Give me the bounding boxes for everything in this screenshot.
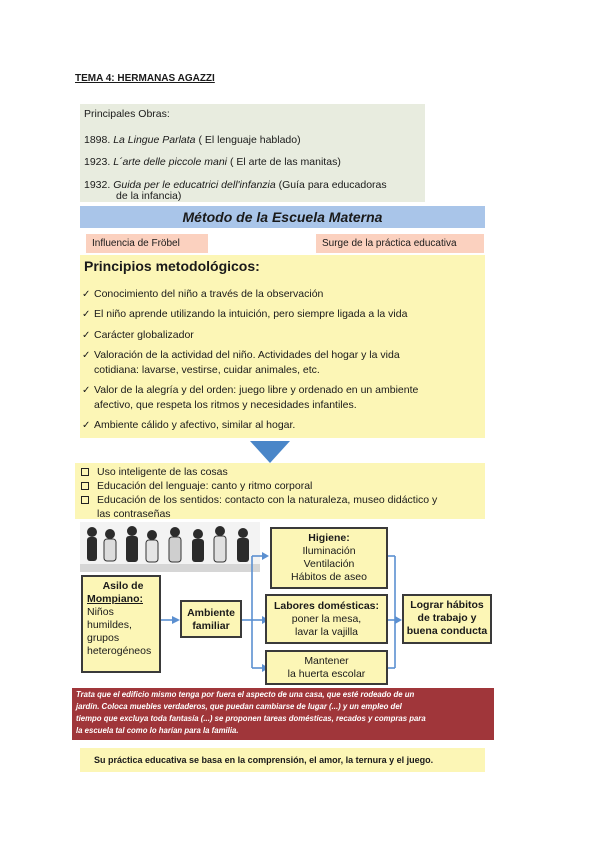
logro-habitos-box: Lograr hábitos de trabajo y buena conducta <box>402 594 492 644</box>
labores-domesticas-box: Labores domésticas: poner la mesa, lavar la vajilla <box>265 594 388 644</box>
check-icon: ✓ <box>82 385 91 396</box>
principio-item: ✓ El niño aprende utilizando la intuición, pero siempre ligada a la vida <box>82 308 408 320</box>
obra-item: 1923. L´arte delle piccole mani ( El arte de las manitas) <box>84 156 341 168</box>
obras-heading: Principales Obras: <box>84 108 170 120</box>
principio-item: ✓ Carácter globalizador <box>82 329 194 341</box>
metodo-title-bar: Método de la Escuela Materna <box>80 206 485 228</box>
ambiente-familiar-box: Ambiente familiar <box>180 600 242 638</box>
list-item: Educación del lenguaje: canto y ritmo corporal <box>79 479 481 493</box>
obra-item-continuation: de la infancia) <box>116 190 182 202</box>
check-icon: ✓ <box>82 309 91 320</box>
higiene-box: Higiene: Iluminación Ventilación Hábitos de aseo <box>270 527 388 589</box>
check-icon: ✓ <box>82 350 91 361</box>
footer-statement: Su práctica educativa se basa en la comprensión, el amor, la ternura y el juego. <box>80 748 485 772</box>
principios-heading: Principios metodológicos: <box>84 258 260 274</box>
cita-box: Trata que el edificio mismo tenga por fuera el aspecto de una casa, que esté rodeado de un jardín. Coloca muebles verdaderos, que puedan cambiarse de lugar (...) y un empleo del tiempo que excluya toda fantasía (...) se proponen tareas domésticas, recados y compras para la escuela tal como lo harían para la familia. <box>72 688 494 740</box>
principio-item: ✓ Valor de la alegría y del orden: juego libre y ordenado en un ambiente afectivo, que respeta los ritmos y necesidades infantiles. <box>82 384 419 411</box>
list-item: Educación de los sentidos: contacto con la naturaleza, museo didáctico y <box>79 493 481 507</box>
list-item-continuation: las contraseñas <box>97 508 171 520</box>
list-item: Uso inteligente de las cosas <box>79 465 481 479</box>
tag-practica: Surge de la práctica educativa <box>316 234 484 253</box>
page-title: TEMA 4: HERMANAS AGAZZI <box>75 73 215 84</box>
obra-item: 1898. La Lingue Parlata ( El lenguaje hablado) <box>84 134 301 146</box>
check-icon: ✓ <box>82 420 91 431</box>
principio-item: ✓ Ambiente cálido y afectivo, similar al hogar. <box>82 419 296 431</box>
asilo-mompiano-box: Asilo de Mompiano: Niños humildes, grupos heterogéneos <box>81 575 161 673</box>
principio-item: ✓ Valoración de la actividad del niño. Actividades del hogar y la vida cotidiana: lavarse, vestirse, cuidar animales, etc. <box>82 349 400 376</box>
principio-item: ✓ Conocimiento del niño a través de la observación <box>82 288 324 300</box>
huerta-escolar-box: Mantener la huerta escolar <box>265 650 388 685</box>
check-icon: ✓ <box>82 330 91 341</box>
obra-item: 1932. Guida per le educatrici dell'infanzia (Guía para educadoras <box>84 179 387 191</box>
check-icon: ✓ <box>82 289 91 300</box>
tag-frobel: Influencia de Fröbel <box>86 234 208 253</box>
